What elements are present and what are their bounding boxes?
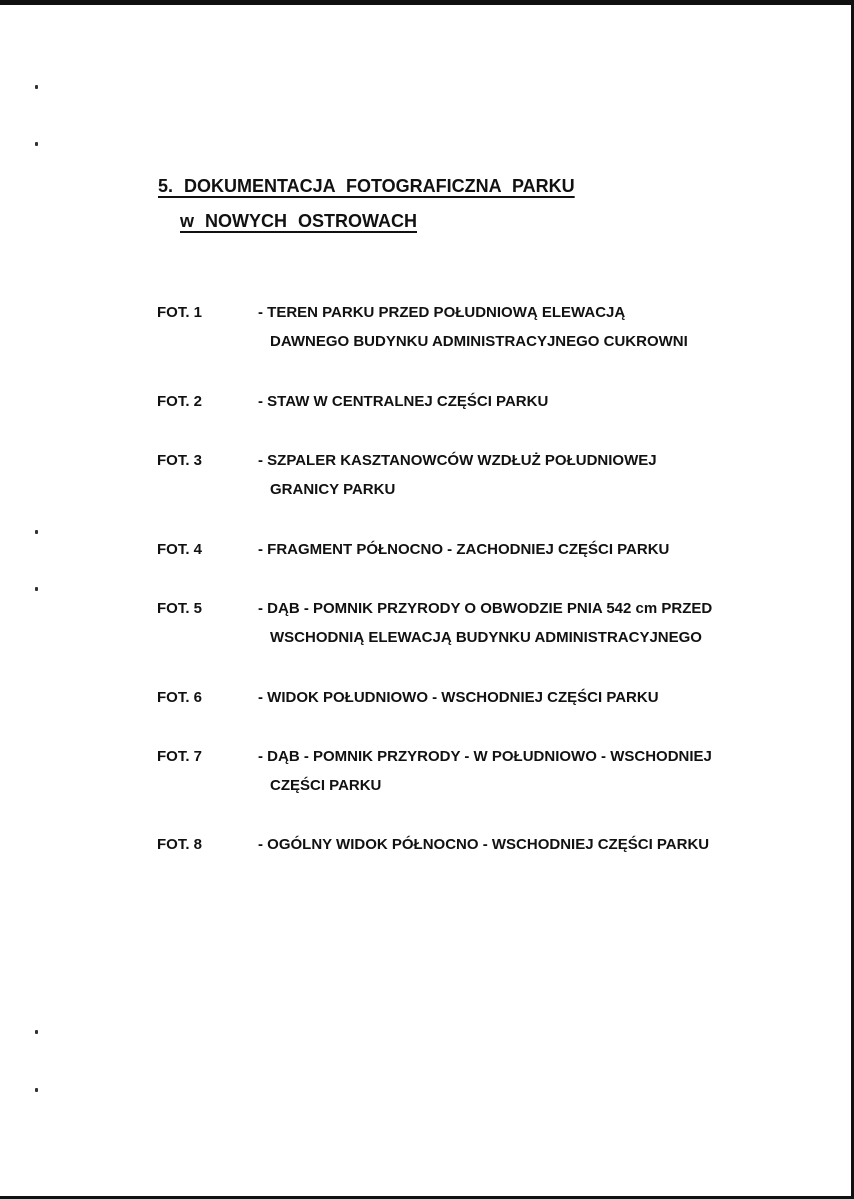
description-line: - DĄB - POMNIK PRZYRODY - W POŁUDNIOWO - WSCHODNIEJ xyxy=(258,748,712,765)
punch-hole-mark xyxy=(35,142,38,146)
photo-label: FOT. 6 xyxy=(157,689,203,706)
description-line: - FRAGMENT PÓŁNOCNO - ZACHODNIEJ CZĘŚCI PARKU xyxy=(258,541,670,558)
photo-description xyxy=(258,298,688,356)
photo-description xyxy=(258,535,669,564)
photo-label: FOT. 5 xyxy=(157,600,203,617)
photo-label: FOT. 1 xyxy=(157,304,203,321)
photo-label: FOT. 7 xyxy=(157,748,203,765)
punch-hole-mark xyxy=(35,530,38,534)
photo-description xyxy=(258,446,657,504)
photo-description xyxy=(258,683,659,712)
photo-description xyxy=(258,387,548,416)
punch-hole-mark xyxy=(35,85,38,89)
photo-label: FOT. 4 xyxy=(157,541,203,558)
description-line: WSCHODNIĄ ELEWACJĄ BUDYNKU ADMINISTRACYJNEGO xyxy=(270,629,702,646)
punch-hole-mark xyxy=(35,1088,38,1092)
description-line: CZĘŚCI PARKU xyxy=(270,777,382,794)
description-line: - OGÓLNY WIDOK PÓŁNOCNO - WSCHODNIEJ CZĘŚCI PARKU xyxy=(258,836,710,853)
photo-label: FOT. 8 xyxy=(157,836,203,853)
scan-top-edge xyxy=(0,0,854,5)
section-subtitle: w NOWYCH OSTROWACH xyxy=(180,211,417,231)
description-line: - STAW W CENTRALNEJ CZĘŚCI PARKU xyxy=(258,393,549,410)
description-line: - DĄB - POMNIK PRZYRODY O OBWODZIE PNIA 542 cm PRZED xyxy=(258,600,713,617)
description-line: DAWNEGO BUDYNKU ADMINISTRACYJNEGO CUKROWNI xyxy=(270,333,688,350)
photo-description xyxy=(258,830,709,859)
photo-label: FOT. 3 xyxy=(157,452,203,469)
description-line: GRANICY PARKU xyxy=(270,481,396,498)
description-line: - TEREN PARKU PRZED POŁUDNIOWĄ ELEWACJĄ xyxy=(258,304,626,321)
photo-description xyxy=(258,594,712,652)
punch-hole-mark xyxy=(35,1030,38,1034)
section-title: 5. DOKUMENTACJA FOTOGRAFICZNA PARKU xyxy=(158,176,575,196)
description-line: - SZPALER KASZTANOWCÓW WZDŁUŻ POŁUDNIOWEJ xyxy=(258,452,657,469)
punch-hole-mark xyxy=(35,587,38,591)
description-line: - WIDOK POŁUDNIOWO - WSCHODNIEJ CZĘŚCI PARKU xyxy=(258,689,659,706)
photo-description xyxy=(258,742,712,800)
photo-label: FOT. 2 xyxy=(157,393,203,410)
